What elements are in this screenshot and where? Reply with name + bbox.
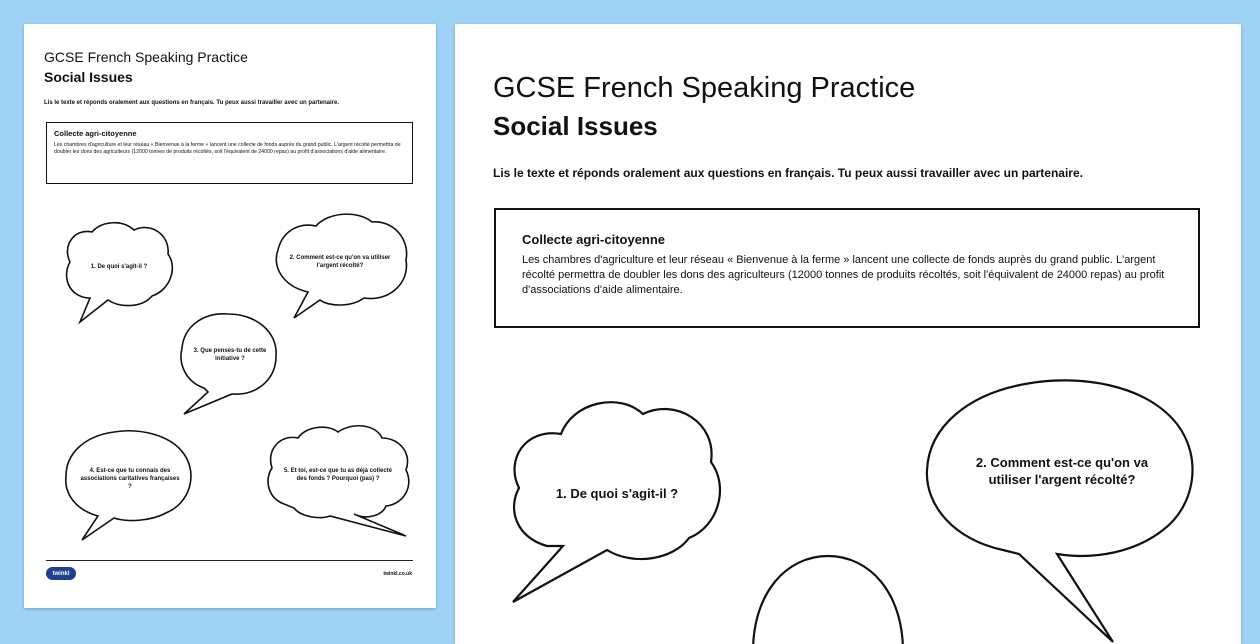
twinkl-logo-icon: twinkl	[46, 567, 76, 580]
reading-text-box	[46, 122, 413, 184]
footer-url: twinkl.co.uk	[383, 571, 412, 577]
instructions: Lis le texte et réponds oralement aux questions en français. Tu peux aussi travailler avec un partenaire.	[493, 166, 1083, 180]
question-2: 2. Comment est-ce qu'on va utiliser l'argent récolté?	[975, 455, 1149, 487]
text-box-heading: Collecte agri-citoyenne	[54, 129, 137, 138]
question-3: 3. Que penses-tu de cette initiative ?	[193, 348, 267, 362]
question-bubble-1	[503, 388, 731, 606]
question-5: 5. Et toi, est-ce que tu as déjà collecté des fonds ? Pourquoi (pas) ?	[283, 468, 393, 482]
question-1: 1. De quoi s'agit-il ?	[90, 264, 148, 271]
question-bubble-3	[174, 308, 284, 420]
text-box-body: Les chambres d'agriculture et leur réseau « Bienvenue à la ferme » lancent une collecte de fonds auprès du grand public. L'argent récolté permettra de doubler les dons des agriculteurs (12000 tonnes de produits récoltés, soit l'équivalent de 24000 repas) au profit d'associations d'aide alimentaire.	[522, 254, 1165, 296]
question-2: 2. Comment est-ce qu'on va utiliser l'argent récolté?	[289, 255, 391, 269]
question-bubble-1	[58, 216, 178, 328]
reading-text-box	[494, 208, 1200, 328]
worksheet-thumbnail[interactable]	[24, 24, 436, 608]
worksheet-title: GCSE French Speaking Practice	[44, 49, 248, 65]
text-box-heading: Collecte agri-citoyenne	[522, 232, 666, 247]
question-4: 4. Est-ce que tu connais des associations caritatives françaises ?	[80, 468, 180, 490]
text-box-body: Les chambres d'agriculture et leur réseau « Bienvenue à la ferme » lancent une collecte de fonds auprès du grand public. L'argent récolté permettra de doubler les dons des agriculteurs (12000 tonnes de produits récoltés, soit l'équivalent de 24000 repas) au profit d'associations d'aide alimentaire.	[54, 142, 401, 156]
question-1: 1. De quoi s'agit-il ?	[555, 485, 679, 501]
question-bubble-5	[260, 420, 420, 540]
instructions: Lis le texte et réponds oralement aux questions en français. Tu peux aussi travailler avec un partenaire.	[44, 100, 339, 106]
worksheet-subtitle: Social Issues	[493, 111, 658, 141]
worksheet-enlarged[interactable]	[455, 24, 1241, 644]
question-bubble-3	[751, 552, 905, 644]
speech-bubble-icon	[751, 552, 905, 644]
worksheet-subtitle: Social Issues	[44, 69, 133, 85]
question-bubble-2	[264, 208, 414, 320]
worksheet-title: GCSE French Speaking Practice	[493, 72, 916, 104]
footer-rule	[46, 560, 413, 561]
question-bubble-4	[58, 424, 198, 542]
question-bubble-2	[919, 374, 1203, 644]
